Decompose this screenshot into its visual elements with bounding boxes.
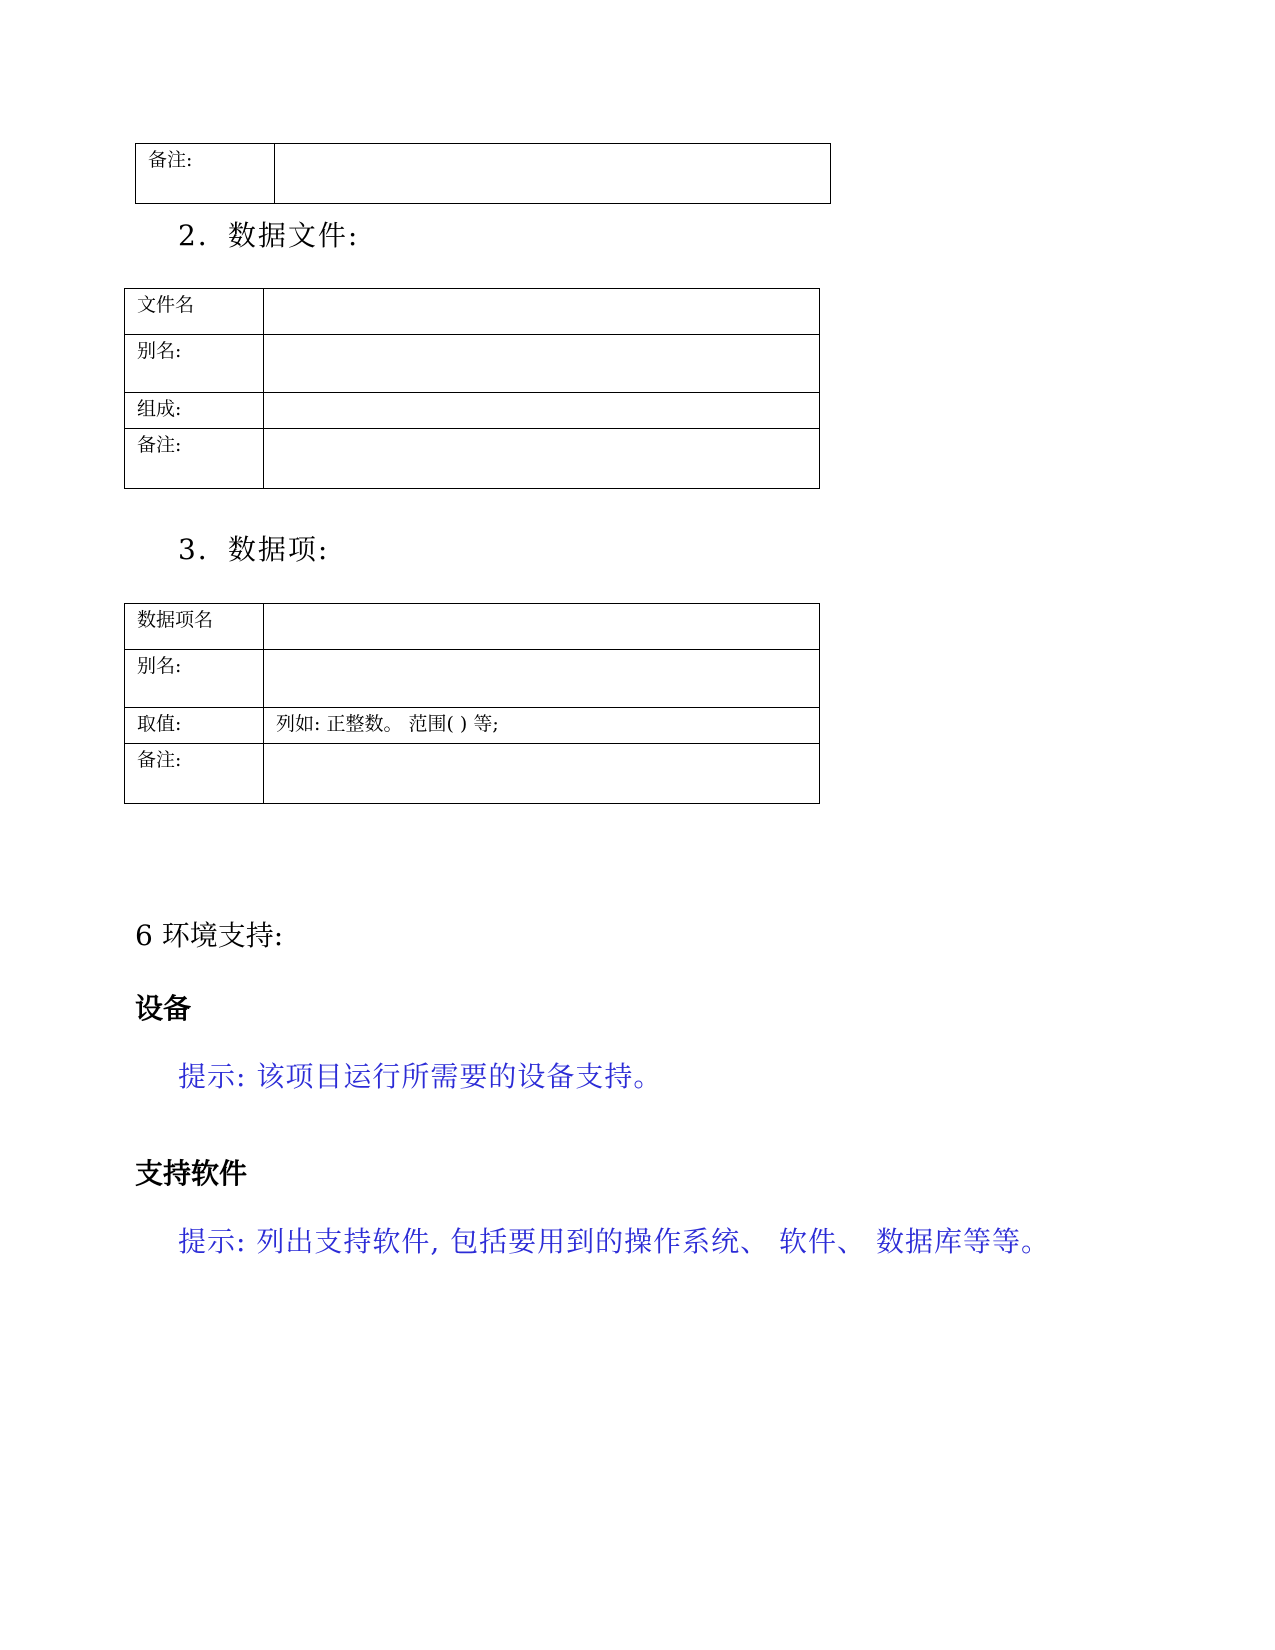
software-title: 支持软件 (135, 1157, 248, 1190)
table-row (125, 650, 820, 708)
row-value (264, 393, 820, 429)
row-value (264, 604, 820, 650)
table-row (125, 289, 820, 335)
row-label: 别名: (125, 335, 264, 393)
device-title: 设备 (135, 992, 192, 1025)
table-row (136, 144, 831, 204)
remarks-table (135, 143, 831, 204)
section-environment-support: 6 环境支持: (135, 919, 284, 952)
table-row (125, 393, 820, 429)
data-item-table (124, 603, 820, 804)
table-row (125, 604, 820, 650)
row-value (264, 429, 820, 489)
table-row (125, 429, 820, 489)
row-label: 别名: (125, 650, 264, 708)
row-label: 组成: (125, 393, 264, 429)
row-value (275, 144, 831, 204)
table-row (125, 708, 820, 744)
device-hint: 提示: 该项目运行所需要的设备支持。 (178, 1060, 663, 1093)
row-label: 文件名 (125, 289, 264, 335)
table-row (125, 744, 820, 804)
heading-data-items: 3．数据项: (178, 533, 330, 566)
row-value (264, 650, 820, 708)
row-value (264, 335, 820, 393)
table-row (125, 335, 820, 393)
row-value: 列如: 正整数。 范围( ) 等; (264, 708, 820, 744)
row-label: 取值: (125, 708, 264, 744)
software-hint: 提示: 列出支持软件, 包括要用到的操作系统、 软件、 数据库等等。 (178, 1225, 1050, 1258)
row-label: 数据项名 (125, 604, 264, 650)
row-label: 备注: (136, 144, 275, 204)
row-value (264, 289, 820, 335)
row-value (264, 744, 820, 804)
row-label: 备注: (125, 744, 264, 804)
data-file-table (124, 288, 820, 489)
row-label: 备注: (125, 429, 264, 489)
heading-data-files: 2．数据文件: (178, 219, 360, 252)
